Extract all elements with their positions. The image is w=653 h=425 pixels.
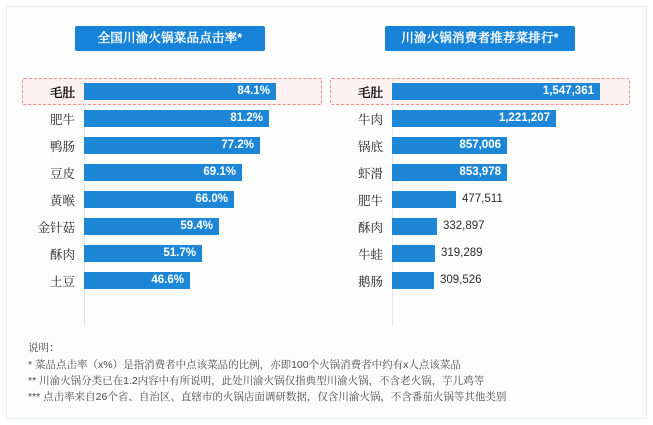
bar-track [84,191,322,208]
right-bar-chart [330,78,630,326]
chart-row [330,105,630,132]
bar-value-label: 51.7% [163,247,196,259]
bar-category-label: 酥肉 [49,247,75,262]
bar-track [392,137,630,154]
bar-track [84,245,322,262]
chart-row [22,78,322,105]
note-line-3: *** 点击率来自26个省、自治区、直辖市的火锅店面调研数据，仅含川渝火锅，不含番茄火锅等其他类别 [28,391,507,403]
chart-row [330,78,630,105]
right-chart-title: 川渝火锅消费者推荐菜排行* [385,26,575,51]
bar-value-label: 1,221,207 [498,112,550,124]
bar-category-label: 毛肚 [357,85,383,100]
bar-category-label: 毛肚 [49,85,75,100]
bar-category-label: 鹅肠 [357,274,383,289]
left-bar-chart [22,78,322,326]
bar-track [84,218,322,235]
bar-category-label: 肥牛 [49,112,75,127]
bar-value-label: 84.1% [237,85,270,97]
chart-row [22,105,322,132]
note-line-1: * 菜品点击率（x%）是指消费者中点该菜品的比例，亦即100个火锅消费者中约有x人点该菜品 [28,359,461,371]
chart-row [22,213,322,240]
chart-row [22,186,322,213]
notes-block [28,340,628,405]
bar-value-label: 1,547,361 [542,85,594,97]
left-chart-rows [22,78,322,294]
bar [392,272,434,289]
bar [392,245,435,262]
bar-track [84,110,322,127]
chart-row [22,159,322,186]
bar-track [84,83,322,100]
bar [392,191,456,208]
bar-category-label: 虾滑 [357,166,383,181]
bar-track [392,245,630,262]
bar-value-label: 853,978 [459,166,501,178]
bar-category-label: 锅底 [357,139,383,154]
chart-row [330,159,630,186]
bar-track [84,164,322,181]
bar-category-label: 牛肉 [357,112,383,127]
bar-value-label: 857,006 [459,139,501,151]
left-chart-title: 全国川渝火锅菜品点击率* [75,26,265,51]
bar-track [392,83,630,100]
chart-row [22,240,322,267]
chart-row [330,132,630,159]
chart-row [330,267,630,294]
bar-track [392,164,630,181]
bar-value-label: 59.4% [180,220,213,232]
bar-value-label: 319,289 [441,247,483,259]
bar-category-label: 酥肉 [357,220,383,235]
bar [392,218,437,235]
note-line-2: ** 川渝火锅分类已在1.2内容中有所说明，此处川渝火锅仅指典型川渝火锅，不含老火锅，芋儿鸡等 [28,375,485,387]
chart-row [330,240,630,267]
bar-category-label: 土豆 [49,274,75,289]
chart-row [330,213,630,240]
bar-category-label: 肥牛 [357,193,383,208]
bar-value-label: 477,511 [462,193,503,205]
bar-track [392,272,630,289]
bar-category-label: 黄喉 [49,193,75,208]
bar-category-label: 牛蛙 [357,247,383,262]
bar-value-label: 46.6% [151,274,184,286]
bar-value-label: 81.2% [230,112,263,124]
bar-value-label: 309,526 [440,274,482,286]
bar-value-label: 66.0% [195,193,228,205]
notes-heading: 说明： [28,342,60,354]
bar-category-label: 金针菇 [37,220,75,235]
bar-track [392,110,630,127]
bar-value-label: 77.2% [221,139,254,151]
chart-row [22,132,322,159]
bar-value-label: 69.1% [203,166,236,178]
right-chart-rows [330,78,630,294]
chart-row [330,186,630,213]
bar-track [84,272,322,289]
chart-titles [0,26,653,56]
bar-track [84,137,322,154]
chart-row [22,267,322,294]
bar-value-label: 332,897 [443,220,485,232]
bar-category-label: 豆皮 [49,166,75,181]
bar-category-label: 鸭肠 [49,139,75,154]
bar-track [392,218,630,235]
bar-track [392,191,630,208]
